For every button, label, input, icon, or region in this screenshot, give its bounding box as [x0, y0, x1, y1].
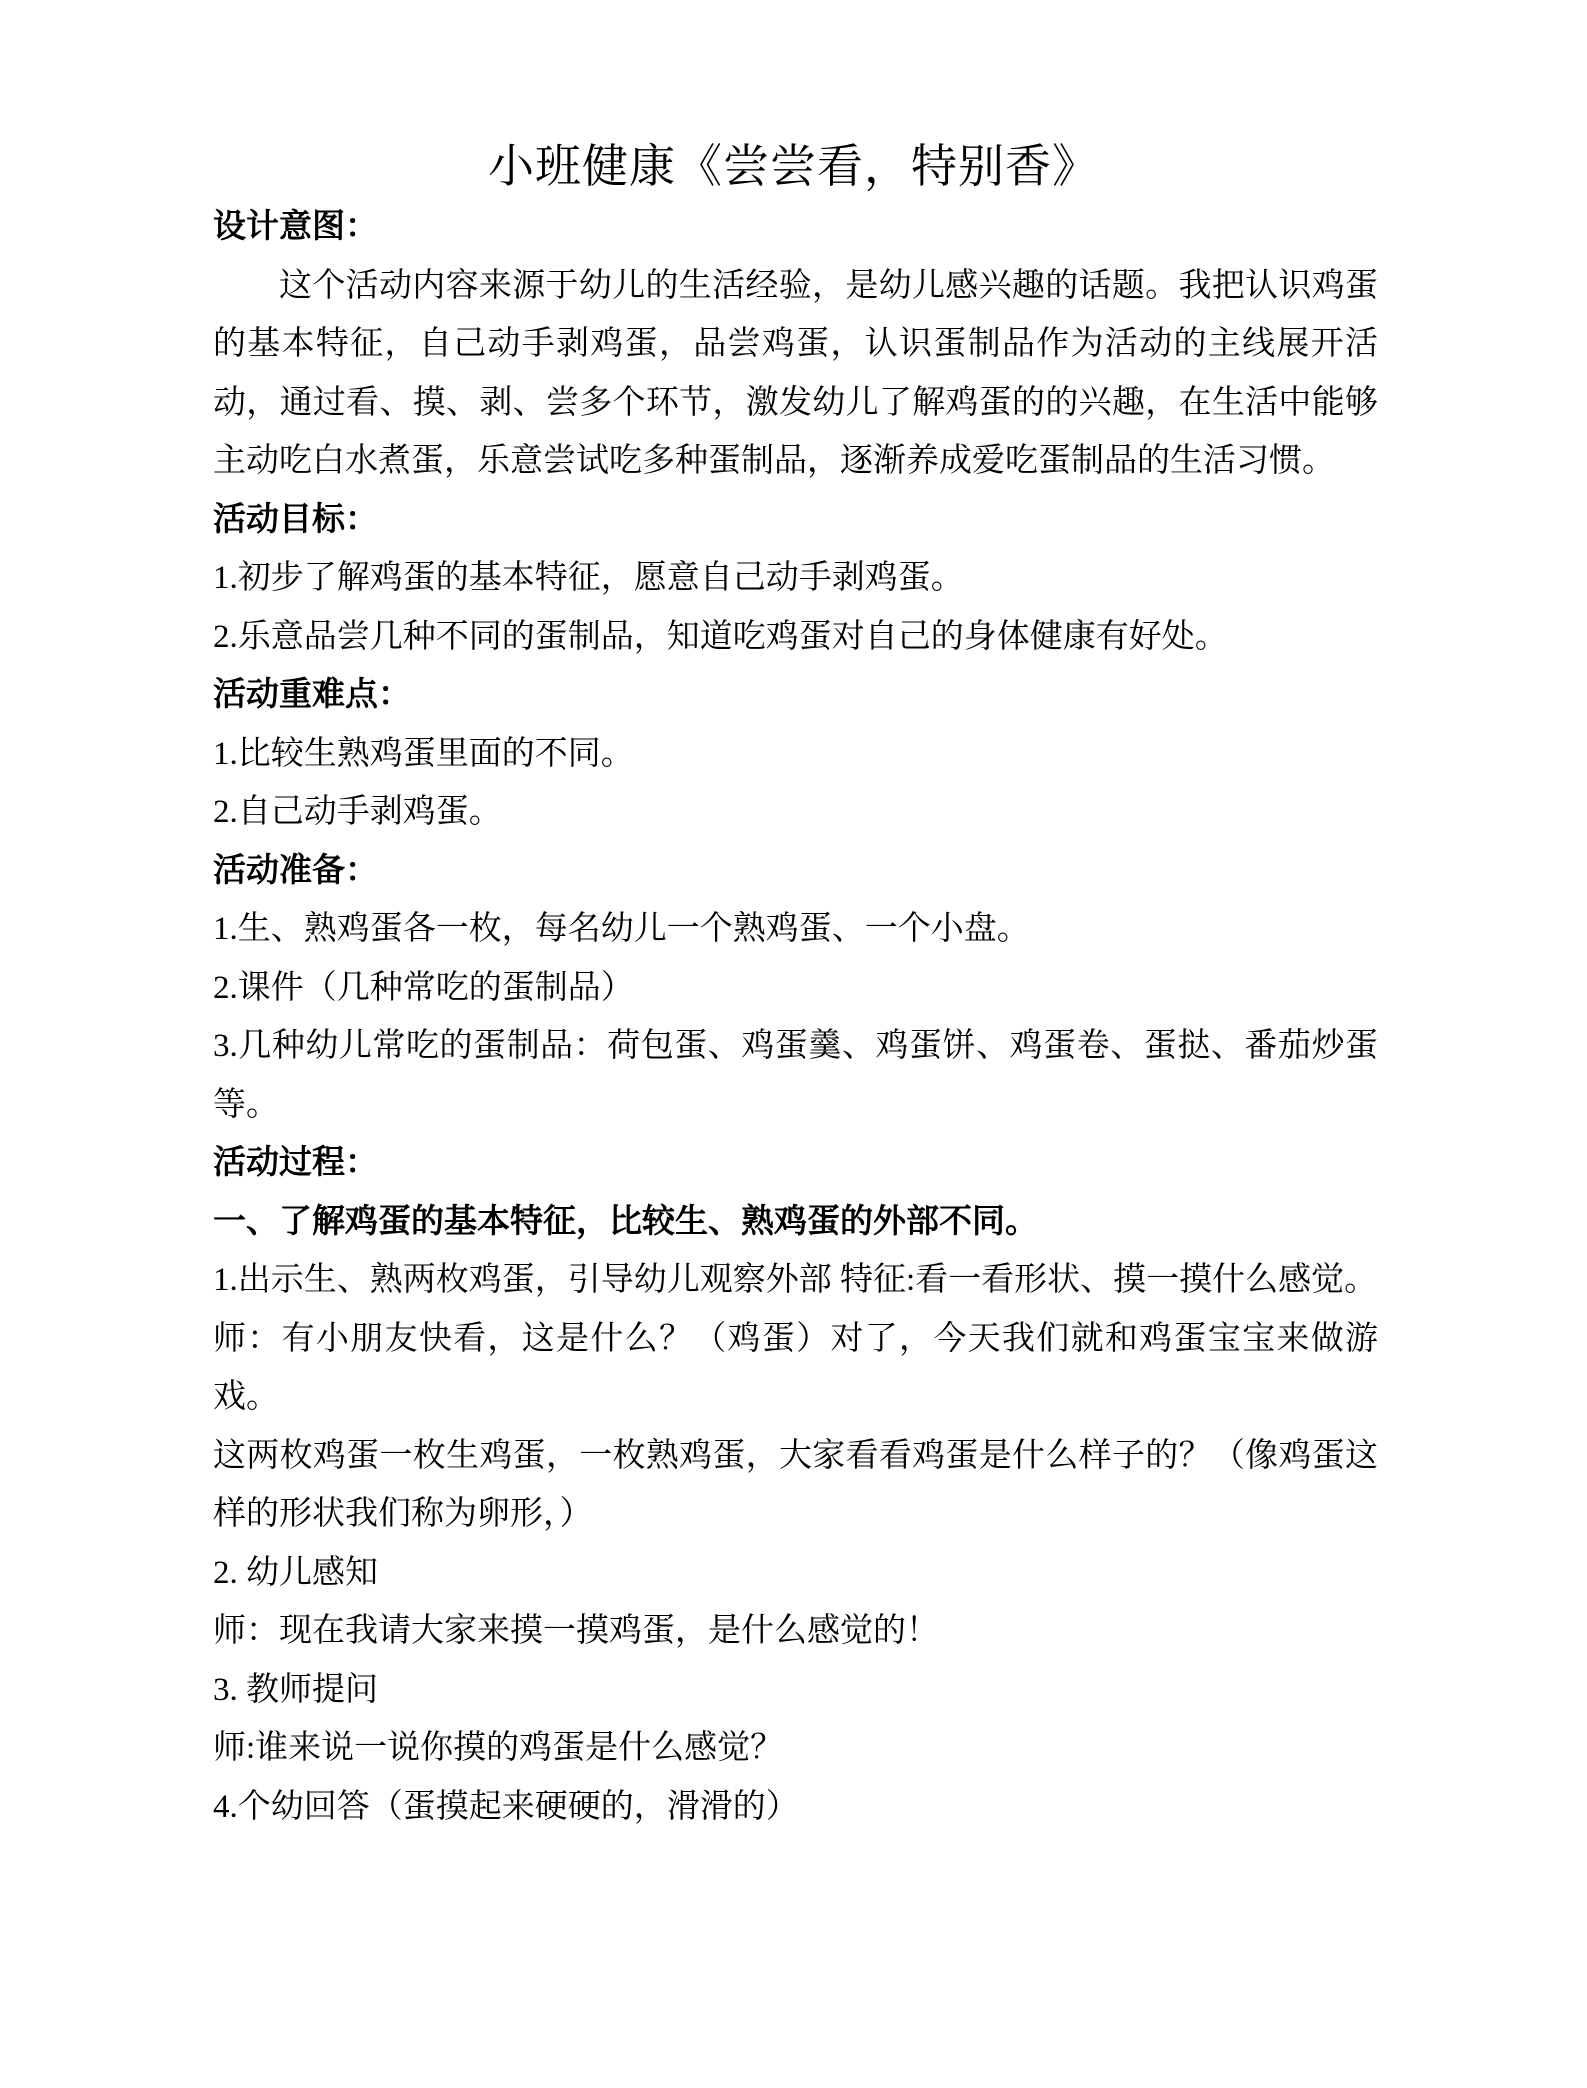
process-section-1-heading: 一、了解鸡蛋的基本特征，比较生、熟鸡蛋的外部不同。 — [213, 1203, 1038, 1240]
heading-key-points: 活动重难点： — [213, 677, 411, 713]
goal-item: 2.乐意品尝几种不同的蛋制品，知道吃鸡蛋对自己的身体健康有好处。 — [213, 618, 1228, 655]
heading-process: 活动过程： — [213, 1145, 378, 1181]
heading-design-intent: 设计意图： — [213, 209, 378, 245]
preparation-item: 1.生、熟鸡蛋各一枚，每名幼儿一个熟鸡蛋、一个小盘。 — [213, 911, 1030, 947]
design-intent-paragraph: 这个活动内容来源于幼儿的生活经验，是幼儿感兴趣的话题。我把认识鸡蛋的基本特征，自己动手剥鸡蛋，品尝鸡蛋，认识蛋制品作为活动的主线展开活动，通过看、摸、剥、尝多个环节，激发幼儿了解鸡蛋的的兴趣，在生活中能够主动吃白水煮蛋，乐意尝试吃多种蛋制品，逐渐养成爱吃蛋制品的生活习惯。 — [213, 267, 1378, 479]
process-line: 1.出示生、熟两枚鸡蛋，引导幼儿观察外部 特征:看一看形状、摸一摸什么感觉。 — [213, 1262, 1378, 1298]
heading-goals: 活动目标： — [213, 501, 378, 538]
key-point-item: 1.比较生熟鸡蛋里面的不同。 — [213, 735, 634, 772]
document-body — [213, 198, 1378, 1836]
page-title: 小班健康《尝尝看，特别香》 — [488, 141, 1099, 192]
process-line: 2. 幼儿感知 — [213, 1554, 378, 1591]
process-line: 4.个幼回答（蛋摸起来硬硬的，滑滑的） — [213, 1788, 799, 1825]
goal-item: 1.初步了解鸡蛋的基本特征，愿意自己动手剥鸡蛋。 — [213, 560, 964, 596]
key-point-item: 2.自己动手剥鸡蛋。 — [213, 794, 502, 830]
process-line: 师：有小朋友快看，这是什么？（鸡蛋）对了，今天我们就和鸡蛋宝宝来做游戏。 — [213, 1320, 1378, 1415]
process-line: 3. 教师提问 — [213, 1671, 378, 1708]
process-line: 师：现在我请大家来摸一摸鸡蛋，是什么感觉的！ — [213, 1613, 939, 1649]
heading-preparation: 活动准备： — [213, 852, 378, 889]
process-line: 师:谁来说一说你摸的鸡蛋是什么感觉？ — [213, 1730, 784, 1766]
process-line: 这两枚鸡蛋一枚生鸡蛋，一枚熟鸡蛋，大家看看鸡蛋是什么样子的？（像鸡蛋这样的形状我们称为卵形，） — [213, 1437, 1378, 1532]
preparation-item: 3.几种幼儿常吃的蛋制品：荷包蛋、鸡蛋羹、鸡蛋饼、鸡蛋卷、蛋挞、番茄炒蛋等。 — [213, 1028, 1378, 1123]
preparation-item: 2.课件（几种常吃的蛋制品） — [213, 969, 634, 1006]
